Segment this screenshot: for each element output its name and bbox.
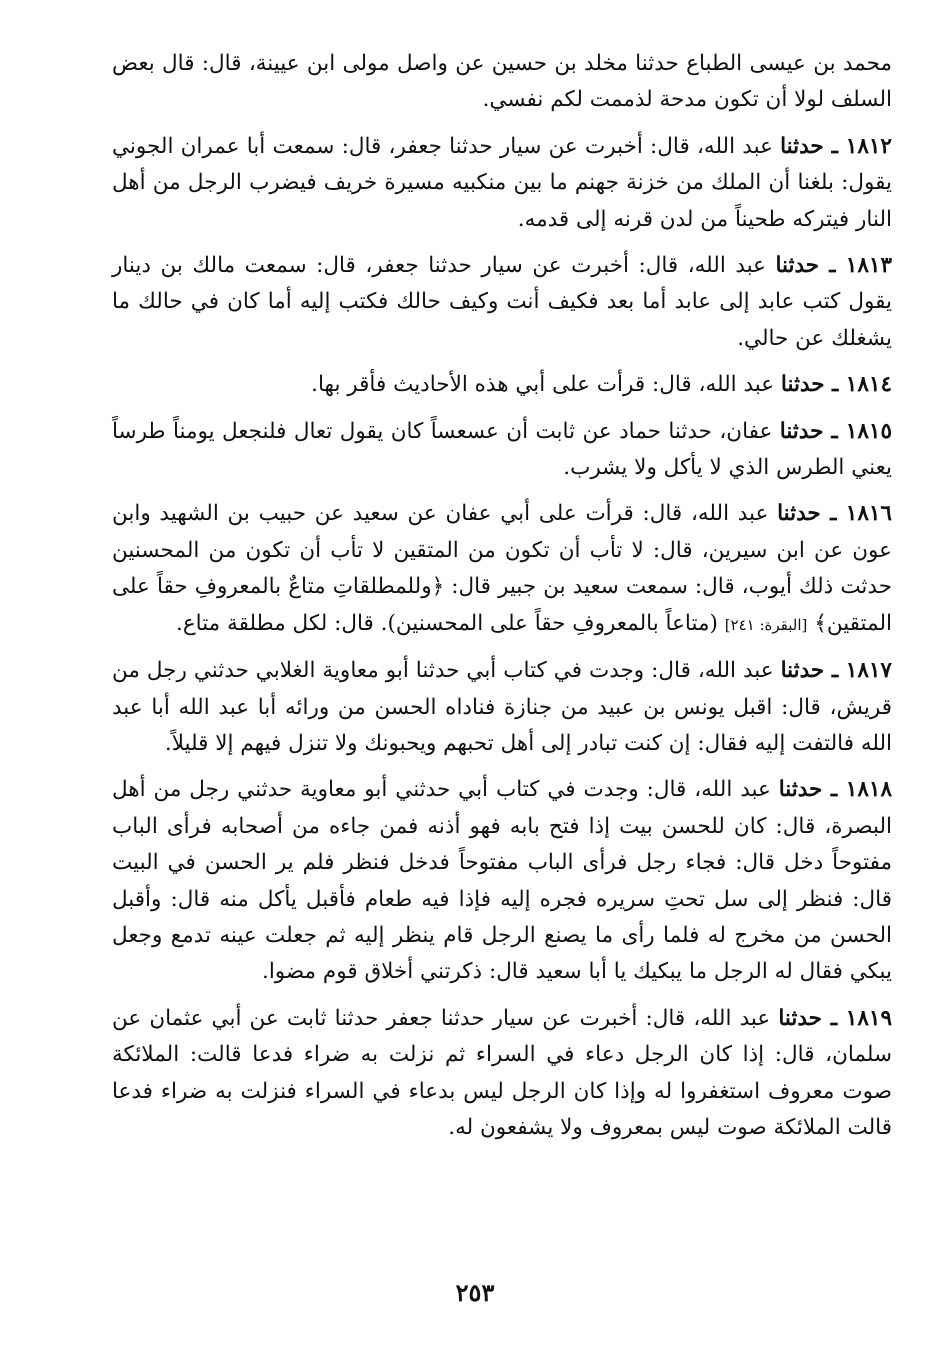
hadith-separator: ـ [824,372,846,398]
hadith-1815 [112,414,892,487]
hadith-keyword: حدثنا [778,1005,822,1031]
hadith-keyword: حدثنا [779,418,824,444]
hadith-1813 [112,248,892,357]
hadith-text-continued: (متاعاً بالمعروفِ حقاً على المحسنين). قال: لكل مطلقة متاع. [175,610,725,636]
hadith-separator: ـ [821,1005,846,1031]
hadith-1814 [112,367,892,403]
hadith-number: ١٨١٥ [845,418,892,444]
hadith-text: عبد الله، قال: قرأت على أبي هذه الأحاديث فأقر بها. [311,372,781,398]
hadith-number: ١٨١٧ [845,658,892,684]
hadith-number: ١٨١٤ [845,372,892,398]
hadith-1812 [112,129,892,238]
hadith-text: عبد الله، قال: وجدت في كتاب أبي حدثنا أبو معاوية الغلابي حدثني رجل من قريش، قال: اقبل يونس بن عبيد من جنازة فناداه الحسن من ورائه أبا عبد الله أبا عبد الله فالتفت إليه فقال: إن كنت تبادر إلى أهل تحبهم ويحبونك ولا تنزل فيهم إلا قليلاً. [112,658,892,756]
hadith-keyword: حدثنا [778,777,823,803]
hadith-keyword: حدثنا [780,372,825,398]
hadith-1819 [112,1001,892,1147]
quran-reference: [البقرة: ٢٤١] [724,615,808,634]
hadith-1817 [112,653,892,762]
hadith-separator: ـ [823,418,846,444]
hadith-text: عفان، حدثنا حماد عن ثابت أن عسعساً كان يقول تعال فلنجعل يومناً طرساً يعني الطرس الذي لا يأكل ولا يشرب. [112,418,892,481]
hadith-keyword: حدثنا [780,658,825,684]
hadith-separator: ـ [824,658,846,684]
hadith-text: عبد الله، قال: أخبرت عن سيار حدثنا جعفر، قال: سمعت أبا عمران الجوني يقول: بلغنا أن الملك من خزنة جهنم ما بين منكبيه مسيرة خريف فيضرب الرجل من أهل النار فيتركه طحيناً من لدن قرنه إلى قدمه. [112,133,892,232]
hadith-number: ١٨١٦ [845,501,892,527]
page-number: ٢٥٣ [455,1278,495,1307]
hadith-1816 [112,496,892,643]
hadith-text: عبد الله، قال: أخبرت عن سيار حدثنا جعفر، قال: سمعت مالك بن دينار يقول كتب عابد إلى عابد أما بعد فكيف أنت وكيف حالك فكتب إليه أما كان في حالك ما يشغلك عن حالي. [112,253,893,351]
hadith-keyword: حدثنا [780,133,824,159]
hadith-separator: ـ [823,133,846,159]
hadith-separator: ـ [822,777,846,803]
hadith-keyword: حدثنا [775,253,820,279]
page-body [112,46,892,1156]
hadith-text: عبد الله، قال: وجدت في كتاب أبي حدثني أبو معاوية حدثني رجل من أهل البصرة، قال: كان للحسن بيت إذا فتح بابه فهو أذنه فمن جاءه من أصحابه فرأى الباب مفتوحاً دخل قال: فجاء رجل فرأى الباب مفتوحاً فدخل فنظر فلم ير الحسن في البيت قال: فنظر إلى سل تحتِ سريره فجره إليه فإذا فيه طعام فأقبل يأكل منه قال: وأقبل الحسن من مخرج له فلما رأى ما يصنع الرجل قام ينظر إليه ثم جعلت عينه تدمع وجعل يبكي فقال له الرجل ما يبكيك يا أبا سعيد قال: ذكرتني أخلاق قوم مضوا. [112,777,892,985]
hadith-text: عبد الله، قال: قرأت على أبي عفان عن سعيد عن حبيب بن الشهيد وابن عون عن ابن سيرين، قال: لا تأب أن تكون من المتقين لا تأب أن تكون من المحسنين حدثت ذلك أيوب، قال: سمعت سعيد بن جبير قال: ﴿وللمطلقاتِ متاعٌ بالمعروفِ حقاً على المتقين﴾ [112,501,892,636]
hadith-number: ١٨١٢ [845,133,892,159]
hadith-number: ١٨١٨ [845,777,892,803]
hadith-text: عبد الله، قال: أخبرت عن سيار حدثنا جعفر حدثنا ثابت عن أبي عثمان عن سلمان، قال: إذا كان الرجل دعاء في السراء ثم نزلت به ضراء فدعا قالت: الملائكة صوت معروف استغفروا له وإذا كان الرجل ليس بدعاء في السراء فنزلت به ضراء فدعا قالت الملائكة صوت ليس بمعروف ولا يشفعون له. [112,1005,892,1140]
hadith-number: ١٨١٣ [845,253,892,279]
hadith-1818 [112,772,892,990]
hadith-separator: ـ [819,253,846,279]
intro-paragraph: محمد بن عيسى الطباع حدثنا مخلد بن حسين عن واصل مولى ابن عيينة، قال: قال بعض السلف لولا أن تكون مدحة لذممت لكم نفسي. [112,51,892,113]
hadith-keyword: حدثنا [777,501,821,527]
hadith-separator: ـ [820,501,846,527]
hadith-number: ١٨١٩ [845,1005,892,1031]
